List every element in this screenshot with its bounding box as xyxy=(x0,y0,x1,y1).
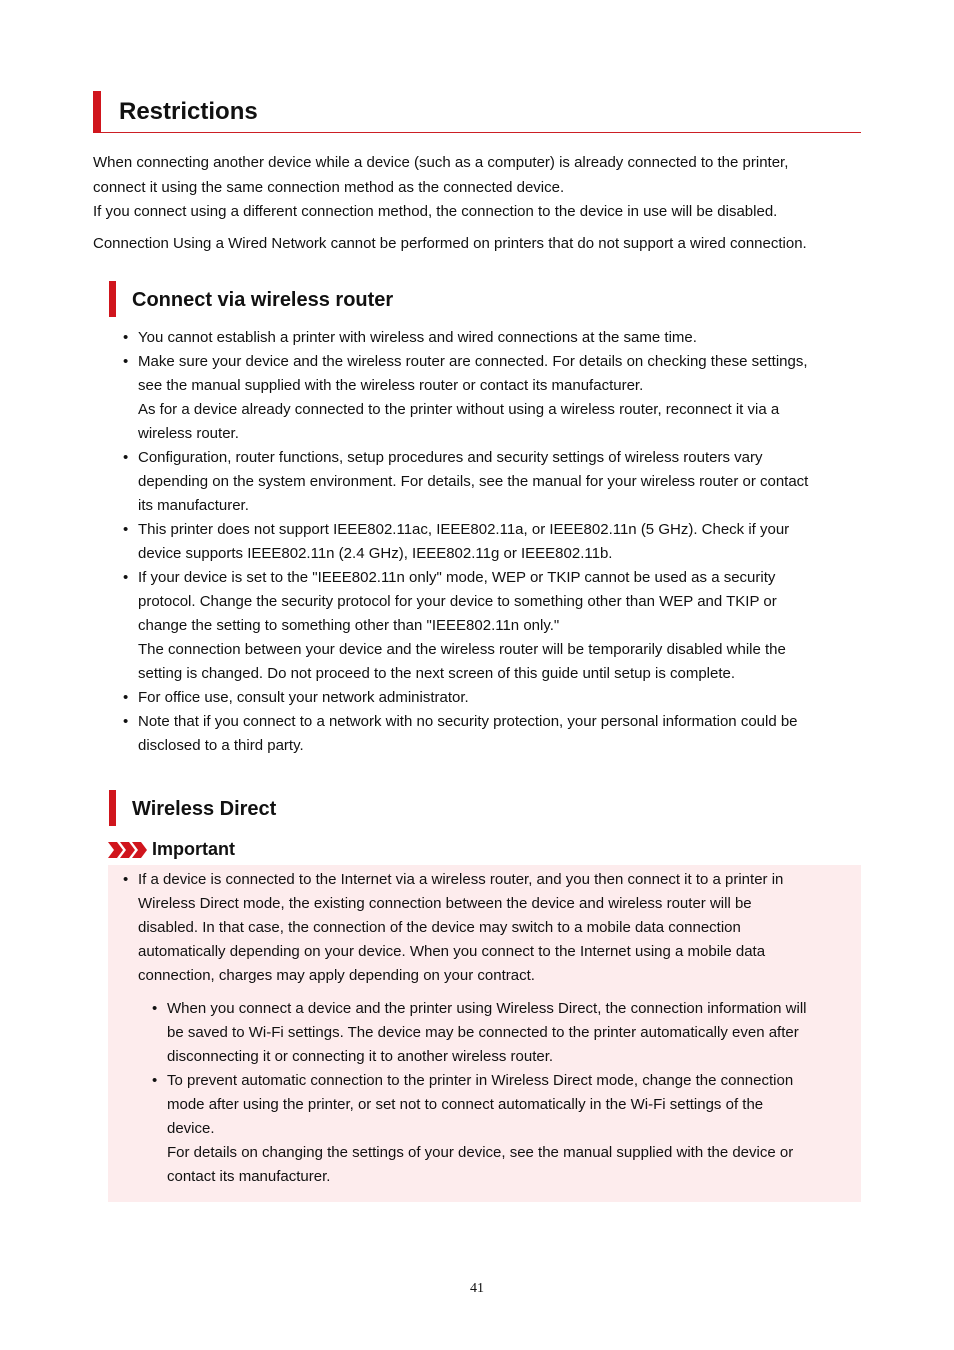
intro-paragraph-1 xyxy=(93,151,863,225)
list-item-line: setting is changed. Do not proceed to the next screen of this guide until setup is complete. xyxy=(138,665,736,682)
list-item-line: When you connect a device and the printer using Wireless Direct, the connection information will xyxy=(167,1000,807,1017)
important-header xyxy=(108,838,408,860)
list-item-line: For office use, consult your network administrator. xyxy=(138,689,469,706)
list-item-line: change the setting to something other than "IEEE802.11n only." xyxy=(138,617,560,634)
list-item xyxy=(123,686,863,710)
list-item-line: This printer does not support IEEE802.11ac, IEEE802.11a, or IEEE802.11n (5 GHz). Check if your xyxy=(138,521,790,538)
list-item xyxy=(123,868,853,988)
list-item xyxy=(123,710,863,758)
list-item-line: If a device is connected to the Internet via a wireless router, and you then connect it to a printer in xyxy=(138,871,784,888)
bullet-glyph: • xyxy=(123,449,129,466)
intro-line: connect it using the same connection method as the connected device. xyxy=(93,178,565,196)
subheading-wireless-direct xyxy=(109,790,861,826)
list-item-line: device. xyxy=(167,1120,215,1137)
subheading-title: Connect via wireless router xyxy=(132,289,394,311)
subheading-accent-bar xyxy=(109,790,116,826)
triple-chevron-icon xyxy=(108,841,148,859)
list-item-line: You cannot establish a printer with wireless and wired connections at the same time. xyxy=(138,329,697,346)
list-item-line: device supports IEEE802.11n (2.4 GHz), IEEE802.11g or IEEE802.11b. xyxy=(138,545,613,562)
bullet-glyph: • xyxy=(152,1000,158,1017)
list-item-line: see the manual supplied with the wireless router or contact its manufacturer. xyxy=(138,377,644,394)
bullet-glyph: • xyxy=(123,713,129,730)
bullet-glyph: • xyxy=(123,521,129,538)
list-item-line: disclosed to a third party. xyxy=(138,737,304,754)
bullet-glyph: • xyxy=(123,329,129,346)
bullet-glyph: • xyxy=(123,569,129,586)
list-item-line: If your device is set to the "IEEE802.11n only" mode, WEP or TKIP cannot be used as a security xyxy=(138,569,776,586)
list-item xyxy=(123,566,863,686)
page-number: 41 xyxy=(470,1281,484,1296)
list-item-line: To prevent automatic connection to the printer in Wireless Direct mode, change the connection xyxy=(167,1072,794,1089)
list-item-line: connection, charges may apply depending on your contract. xyxy=(138,967,535,984)
list-item xyxy=(152,1069,854,1189)
bullet-glyph: • xyxy=(152,1072,158,1089)
section-heading-restrictions xyxy=(93,90,861,133)
list-item-line: be saved to Wi-Fi settings. The device may be connected to the printer automatically even after xyxy=(167,1024,799,1041)
list-item-line: its manufacturer. xyxy=(138,497,249,514)
subheading-title: Wireless Direct xyxy=(132,798,277,820)
page-title: Restrictions xyxy=(119,98,258,125)
list-item-line: Note that if you connect to a network with no security protection, your personal information could be xyxy=(138,713,798,730)
list-item-line: depending on the system environment. For details, see the manual for your wireless router or contact xyxy=(138,473,809,490)
important-label: Important xyxy=(152,839,235,859)
list-item-line: Configuration, router functions, setup procedures and security settings of wireless routers vary xyxy=(138,449,763,466)
bullet-glyph: • xyxy=(123,871,129,888)
list-item-line: As for a device already connected to the printer without using a wireless router, reconnect it via a xyxy=(138,401,780,418)
intro-line: When connecting another device while a device (such as a computer) is already connected to the printer, xyxy=(93,154,789,171)
list-item xyxy=(123,350,863,446)
list-item xyxy=(152,997,854,1069)
intro-paragraph-2: Connection Using a Wired Network cannot be performed on printers that do not support a wired connection. xyxy=(93,235,807,252)
intro-line: If you connect using a different connection method, the connection to the device in use will be disabled. xyxy=(93,203,778,220)
bullet-glyph: • xyxy=(123,689,129,706)
list-item-line: mode after using the printer, or set not to connect automatically in the Wi-Fi settings of the xyxy=(167,1096,764,1113)
bullet-glyph: • xyxy=(123,353,129,370)
list-item-line: wireless router. xyxy=(138,425,239,442)
subheading-accent-bar xyxy=(109,281,116,317)
subheading-wireless-router xyxy=(109,281,861,317)
list-item-line: disconnecting it or connecting it to another wireless router. xyxy=(167,1048,554,1065)
list-item-line: Make sure your device and the wireless router are connected. For details on checking these settings, xyxy=(138,353,808,370)
list-item-line: automatically depending on your device. When you connect to the Internet using a mobile data xyxy=(138,943,766,960)
router-restrictions-list xyxy=(123,326,863,758)
list-item-line: For details on changing the settings of your device, see the manual supplied with the device or xyxy=(167,1144,794,1161)
important-list xyxy=(123,868,853,988)
list-item xyxy=(123,518,863,566)
heading-accent-bar xyxy=(93,91,101,133)
list-item-line: The connection between your device and the wireless router will be temporarily disabled while the xyxy=(138,641,786,658)
list-item-line: Wireless Direct mode, the existing connection between the device and wireless router will be xyxy=(138,895,752,912)
list-item-line: disabled. In that case, the connection of the device may switch to a mobile data connection xyxy=(138,919,741,936)
list-item-line: contact its manufacturer. xyxy=(167,1168,331,1185)
list-item xyxy=(123,446,863,518)
list-item-line: protocol. Change the security protocol for your device to something other than WEP and TKIP or xyxy=(138,593,777,610)
list-item xyxy=(123,326,863,350)
important-sublist xyxy=(152,997,854,1189)
